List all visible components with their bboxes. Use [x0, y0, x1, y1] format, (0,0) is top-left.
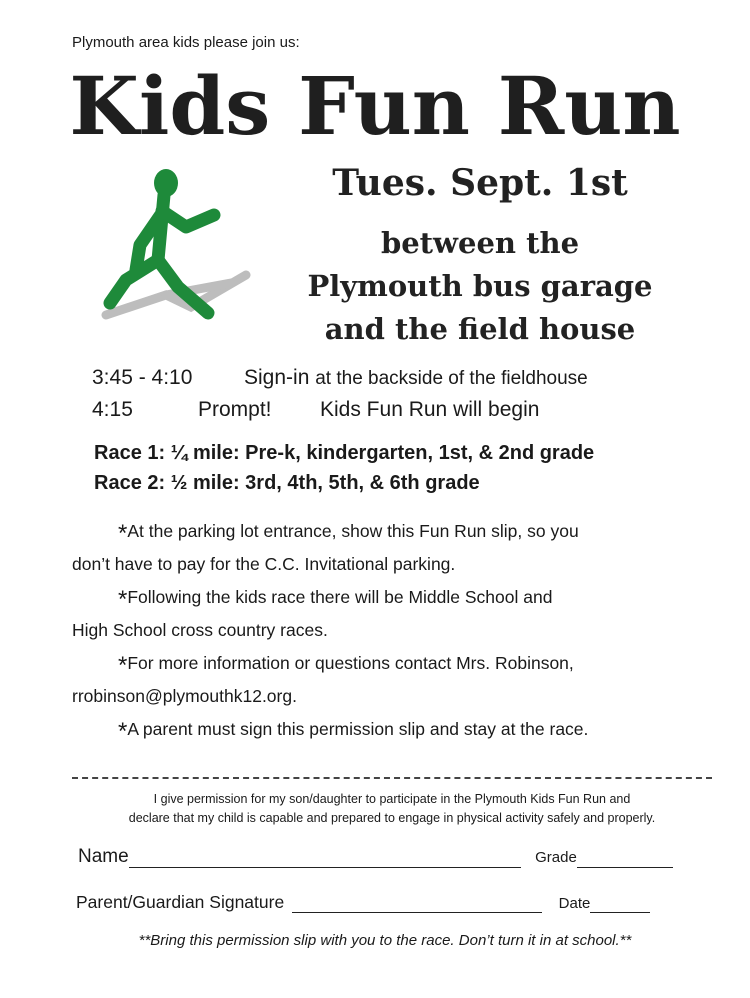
asterisk: * [118, 520, 128, 547]
asterisk: * [118, 652, 128, 679]
note-line: don’t have to pay for the C.C. Invitational parking. [72, 554, 456, 574]
asterisk: * [118, 718, 128, 745]
intro-text: Plymouth area kids please join us: [72, 34, 300, 51]
schedule-label: Prompt! [198, 398, 272, 421]
race-2: Race 2: ½ mile: 3rd, 4th, 5th, & 6th grade [94, 472, 480, 494]
footer-note: **Bring this permission slip with you to the race. Don’t turn it in at school.** [138, 932, 632, 949]
date-label: Date [558, 895, 591, 912]
note-contact [72, 648, 712, 711]
note-line: At the parking lot entrance, show this Fun Run slip, so you [127, 521, 579, 541]
note-line: High School cross country races. [72, 620, 328, 640]
note-line: Following the kids race there will be Middle School and [127, 587, 553, 607]
schedule-detail: Kids Fun Run will begin [320, 398, 540, 421]
note-line: A parent must sign this permission slip and stay at the race. [127, 719, 589, 739]
grade-label: Grade [535, 849, 577, 866]
signature-field[interactable] [292, 894, 542, 913]
event-location [280, 222, 680, 351]
page-title: Kids Fun Run [69, 59, 681, 153]
note-races [72, 582, 712, 645]
permission-line: declare that my child is capable and prepared to engage in physical activity safely and properly. [128, 811, 656, 825]
location-line: Plymouth bus garage [307, 269, 653, 303]
location-line: between the [380, 226, 580, 260]
signature-row [76, 892, 650, 913]
schedule-label: Sign-in [244, 366, 310, 389]
permission-statement [72, 790, 712, 828]
schedule-time: 4:15 [92, 398, 133, 421]
schedule-time: 3:45 - 4:10 [92, 366, 193, 389]
permission-line: I give permission for my son/daughter to participate in the Plymouth Kids Fun Run and [153, 792, 631, 806]
note-line: For more information or questions contact Mrs. Robinson, [127, 653, 574, 673]
event-date: Tues. Sept. 1st [332, 162, 628, 204]
note-parent [72, 714, 712, 747]
location-line: and the field house [324, 312, 636, 346]
schedule-detail: at the backside of the fieldhouse [315, 368, 588, 389]
race-1: Race 1: ¼ mile: Pre-k, kindergarten, 1st, & 2nd grade [94, 442, 595, 464]
name-row [78, 846, 673, 868]
cut-line [72, 777, 712, 779]
schedule-row [92, 398, 539, 422]
grade-field[interactable] [577, 849, 673, 868]
asterisk: * [118, 586, 128, 613]
date-field[interactable] [590, 894, 650, 913]
name-label: Name [78, 846, 129, 867]
name-field[interactable] [129, 849, 521, 868]
signature-label: Parent/Guardian Signature [76, 892, 285, 912]
schedule-row [92, 366, 588, 390]
runner-icon [96, 165, 266, 330]
note-parking [72, 516, 712, 579]
contact-email: rrobinson@plymouthk12.org. [72, 686, 297, 706]
